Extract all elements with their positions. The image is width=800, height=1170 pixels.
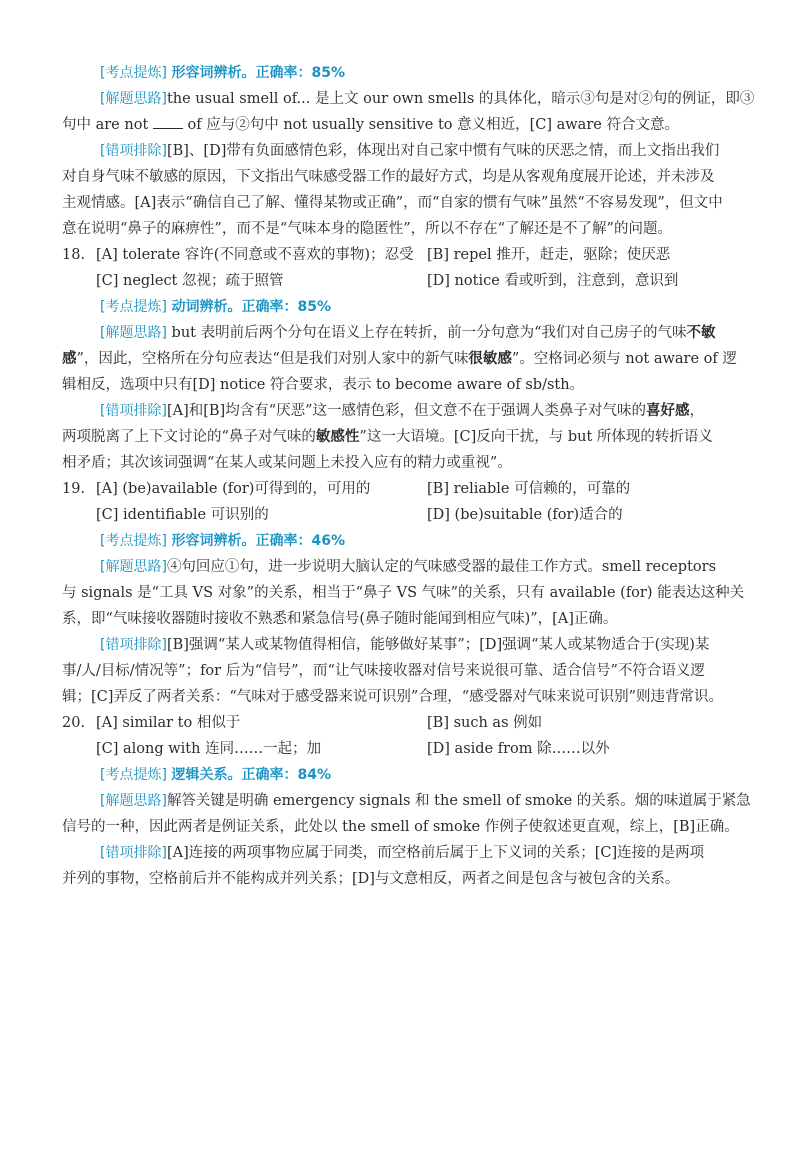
idea-line: 辑相反，选项中只有[D] notice 符合要求，表示 to become aware of sb/sth。 bbox=[62, 377, 585, 393]
option-b: [B] such as 例如 bbox=[427, 715, 543, 731]
point-text: 形容词辨析。正确率：46% bbox=[171, 533, 346, 549]
option-d: [D] notice 看或听到，注意到，意识到 bbox=[427, 273, 679, 289]
question-number: 20. bbox=[62, 715, 86, 731]
idea-line: 句中 are not bbox=[62, 117, 149, 133]
idea-tag: [解题思路] bbox=[100, 793, 167, 809]
question-number: 18. bbox=[62, 247, 86, 263]
q17-idea bbox=[100, 86, 762, 112]
idea-line: of 应与②句中 not usually sensitive to 意义相近，[C] aware 符合文意。 bbox=[187, 117, 679, 133]
q20-point bbox=[100, 762, 762, 788]
idea-line: ④句回应①句，进一步说明大脑认定的气味感受器的最佳工作方式。smell receptors bbox=[166, 559, 717, 575]
error-tag: [错项排除] bbox=[100, 845, 167, 861]
point-text: 逻辑关系。正确率：84% bbox=[171, 767, 332, 783]
q19-error bbox=[100, 632, 762, 658]
q17-point bbox=[100, 60, 762, 86]
idea-line: but 表明前后两个分句在语义上存在转折，前一分句意为“我们对自己房子的气味 bbox=[171, 325, 687, 341]
error-line: [B]、[D]带有负面感情色彩，体现出对自己家中惯有气味的厌恶之情，而上文指出我们 bbox=[166, 143, 720, 159]
idea-emphasis: 感 bbox=[62, 350, 77, 367]
error-line: 主观情感。[A]表示“确信自己了解、懂得某物或正确”，而“自家的惯有气味”虽然“不容易发现”，但文中 bbox=[62, 195, 723, 211]
idea-tag: [解题思路] bbox=[100, 559, 167, 575]
q18-options bbox=[62, 242, 762, 294]
q20-idea bbox=[100, 788, 762, 814]
error-line: [B]强调“某人或某物值得相信，能够做好某事”；[D]强调“某人或某物适合于(实现)某 bbox=[166, 637, 710, 653]
option-d: [D] (be)suitable (for)适合的 bbox=[427, 507, 623, 523]
idea-line: 与 signals 是“工具 VS 对象”的关系，相当于“鼻子 VS 气味”的关系，只有 available (for) 能表达这种关 bbox=[62, 585, 745, 601]
idea-line: 解答关键是明确 emergency signals 和 the smell of smoke 的关系。烟的味道属于紧急 bbox=[166, 793, 751, 809]
point-tag: [考点提炼] bbox=[100, 299, 167, 315]
q18-error bbox=[100, 398, 762, 424]
option-c: [C] neglect 忽视；疏于照管 bbox=[96, 273, 284, 289]
point-tag: [考点提炼] bbox=[100, 533, 167, 549]
error-line: ”这一大语境。[C]反向干扰，与 but 所体现的转折语义 bbox=[359, 429, 713, 445]
q20-options bbox=[62, 710, 762, 762]
error-line: 对自身气味不敏感的原因，下文指出气味感受器工作的最好方式，均是从客观角度展开论述，并未涉及 bbox=[62, 169, 715, 185]
idea-line: 系，即“气味接收器随时接收不熟悉和紧急信号(鼻子随时能闻到相应气味)”，[A]正确。 bbox=[62, 611, 618, 627]
q18-idea-cont bbox=[62, 346, 762, 372]
answer-blank bbox=[153, 116, 183, 129]
q20-error bbox=[100, 840, 762, 866]
error-line: 辑；[C]弄反了两者关系：“气味对于感受器来说可识别”合理，“感受器对气味来说可识别”则违背常识。 bbox=[62, 689, 724, 705]
idea-tag: [解题思路] bbox=[100, 325, 167, 341]
error-line: [A]连接的两项事物应属于同类，而空格前后属于上下义词的关系；[C]连接的是两项 bbox=[166, 845, 705, 861]
q18-point bbox=[100, 294, 762, 320]
option-c: [C] along with 连同……一起；加 bbox=[96, 741, 322, 757]
point-tag: [考点提炼] bbox=[100, 65, 167, 81]
q19-options bbox=[62, 476, 762, 528]
idea-tag: [解题思路] bbox=[100, 91, 167, 107]
error-line: 事/人/目标/情况等”；for 后为“信号”，而“让气味接收器对信号来说很可靠、适合信号”不符合语义逻 bbox=[62, 663, 705, 679]
option-a: [A] (be)available (for)可得到的，可用的 bbox=[96, 481, 371, 497]
q18-error-cont bbox=[62, 424, 762, 450]
q19-idea bbox=[100, 554, 762, 580]
idea-emphasis: 不敏 bbox=[686, 324, 716, 341]
error-line: 两项脱离了上下文讨论的“鼻子对气味的 bbox=[62, 429, 316, 445]
error-emphasis: 喜好感 bbox=[646, 402, 690, 419]
error-line: [A]和[B]均含有“厌恶”这一感情色彩，但文意不在于强调人类鼻子对气味的 bbox=[166, 403, 647, 419]
idea-line: 信号的一种，因此两者是例证关系，此处以 the smell of smoke 作例子使叙述更直观，综上，[B]正确。 bbox=[62, 819, 739, 835]
option-d: [D] aside from 除……以外 bbox=[427, 741, 610, 757]
question-number: 19. bbox=[62, 481, 86, 497]
error-emphasis: 敏感性 bbox=[315, 428, 360, 445]
idea-line: the usual smell of... 是上文 our own smells 的具体化，暗示③句是对②句的例证，即③ bbox=[166, 91, 755, 107]
idea-line: ”，因此，空格所在分句应表达“但是我们对别人家中的新气味 bbox=[76, 351, 469, 367]
error-tag: [错项排除] bbox=[100, 143, 167, 159]
q19-point bbox=[100, 528, 762, 554]
point-text: 动词辨析。正确率：85% bbox=[171, 299, 332, 315]
error-line: 意在说明“鼻子的麻痹性”，而不是“气味本身的隐匿性”，所以不存在“了解还是不了解”的问题。 bbox=[62, 221, 672, 237]
q17-idea-cont bbox=[62, 112, 762, 138]
option-a: [A] tolerate 容许(不同意或不喜欢的事物)；忍受 bbox=[96, 247, 414, 263]
option-c: [C] identifiable 可识别的 bbox=[96, 507, 269, 523]
q17-error bbox=[100, 138, 762, 164]
error-line: ， bbox=[689, 403, 705, 419]
error-line: 并列的事物，空格前后并不能构成并列关系；[D]与文意相反，两者之间是包含与被包含的关系。 bbox=[62, 871, 680, 887]
idea-line: ”。空格词必须与 not aware of 逻 bbox=[511, 351, 737, 367]
point-tag: [考点提炼] bbox=[100, 767, 167, 783]
error-tag: [错项排除] bbox=[100, 403, 167, 419]
idea-emphasis: 很敏感 bbox=[468, 350, 512, 367]
option-b: [B] repel 推开，赶走，驱除；使厌恶 bbox=[427, 247, 671, 263]
error-tag: [错项排除] bbox=[100, 637, 167, 653]
option-a: [A] similar to 相似于 bbox=[96, 715, 241, 731]
point-text: 形容词辨析。正确率：85% bbox=[171, 65, 346, 81]
q18-idea bbox=[100, 320, 762, 346]
error-line: 相矛盾；其次该词强调“在某人或某问题上未投入应有的精力或重视”。 bbox=[62, 455, 512, 471]
option-b: [B] reliable 可信赖的，可靠的 bbox=[427, 481, 631, 497]
